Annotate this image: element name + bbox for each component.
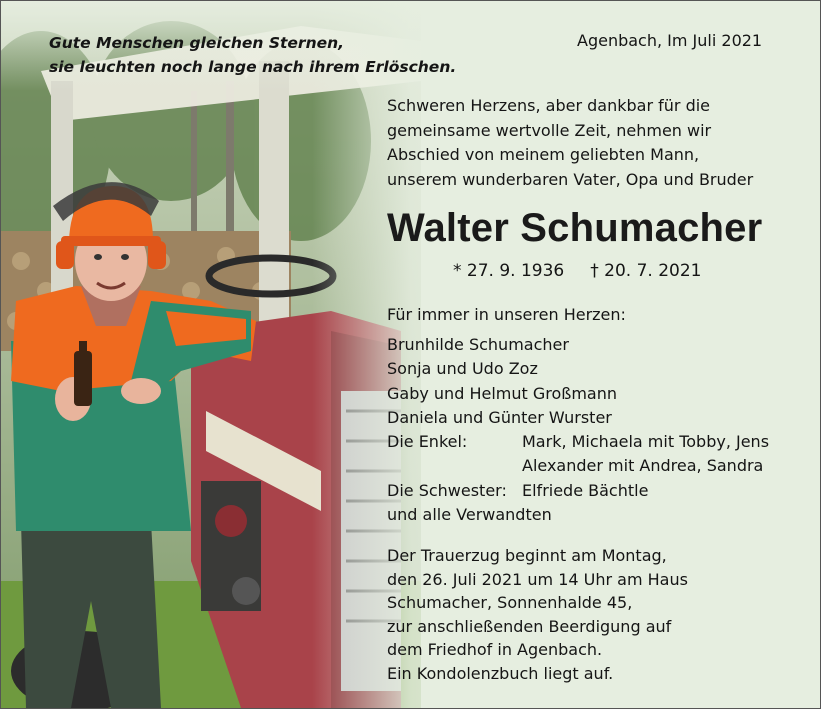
funeral-line: dem Friedhof in Agenbach. [387, 640, 603, 660]
mourners-heading: Für immer in unseren Herzen: [387, 305, 626, 324]
grandchildren-names: Mark, Michaela mit Tobby, Jens [522, 432, 770, 452]
sister-name: Elfriede Bächtle [522, 480, 649, 500]
grandchildren-label: Die Enkel: [387, 432, 468, 452]
relatives-text: und alle Verwandten [387, 505, 552, 525]
memorial-quote [49, 31, 456, 79]
mourner-name: Daniela und Günter Wurster [387, 407, 612, 427]
intro-line: Schweren Herzens, aber dankbar für die [387, 96, 711, 115]
intro-text [387, 94, 753, 192]
funeral-line: Der Trauerzug beginnt am Montag, [387, 546, 667, 565]
intro-line: Abschied von meinem geliebten Mann, [387, 145, 700, 164]
mourner-name: Sonja und Udo Zoz [387, 359, 538, 379]
place-and-date: Agenbach, Im Juli 2021 [577, 31, 763, 50]
quote-line-2: sie leuchten noch lange nach ihrem Erlöschen. [49, 58, 457, 76]
birth-date: * 27. 9. 1936 [453, 261, 565, 281]
mourner-name: Gaby und Helmut Großmann [387, 383, 618, 403]
funeral-details [387, 544, 688, 686]
sister-label: Die Schwester: [387, 480, 507, 500]
life-dates [453, 261, 701, 281]
funeral-line: den 26. Juli 2021 um 14 Uhr am Haus [387, 569, 688, 589]
grandchildren-names-2: Alexander mit Andrea, Sandra [522, 456, 764, 476]
funeral-line: Schumacher, Sonnenhalde 45, [387, 593, 633, 613]
intro-line: unserem wunderbaren Vater, Opa und Bruder [387, 169, 754, 189]
mourner-name: Brunhilde Schumacher [387, 335, 569, 354]
deceased-name: Walter Schumacher [387, 206, 763, 250]
funeral-line: Ein Kondolenzbuch liegt auf. [387, 663, 614, 683]
funeral-line: zur anschließenden Beerdigung auf [387, 616, 672, 636]
quote-line-1: Gute Menschen gleichen Sternen, [49, 34, 345, 52]
intro-line: gemeinsame wertvolle Zeit, nehmen wir [387, 120, 712, 140]
death-date: † 20. 7. 2021 [590, 261, 702, 281]
